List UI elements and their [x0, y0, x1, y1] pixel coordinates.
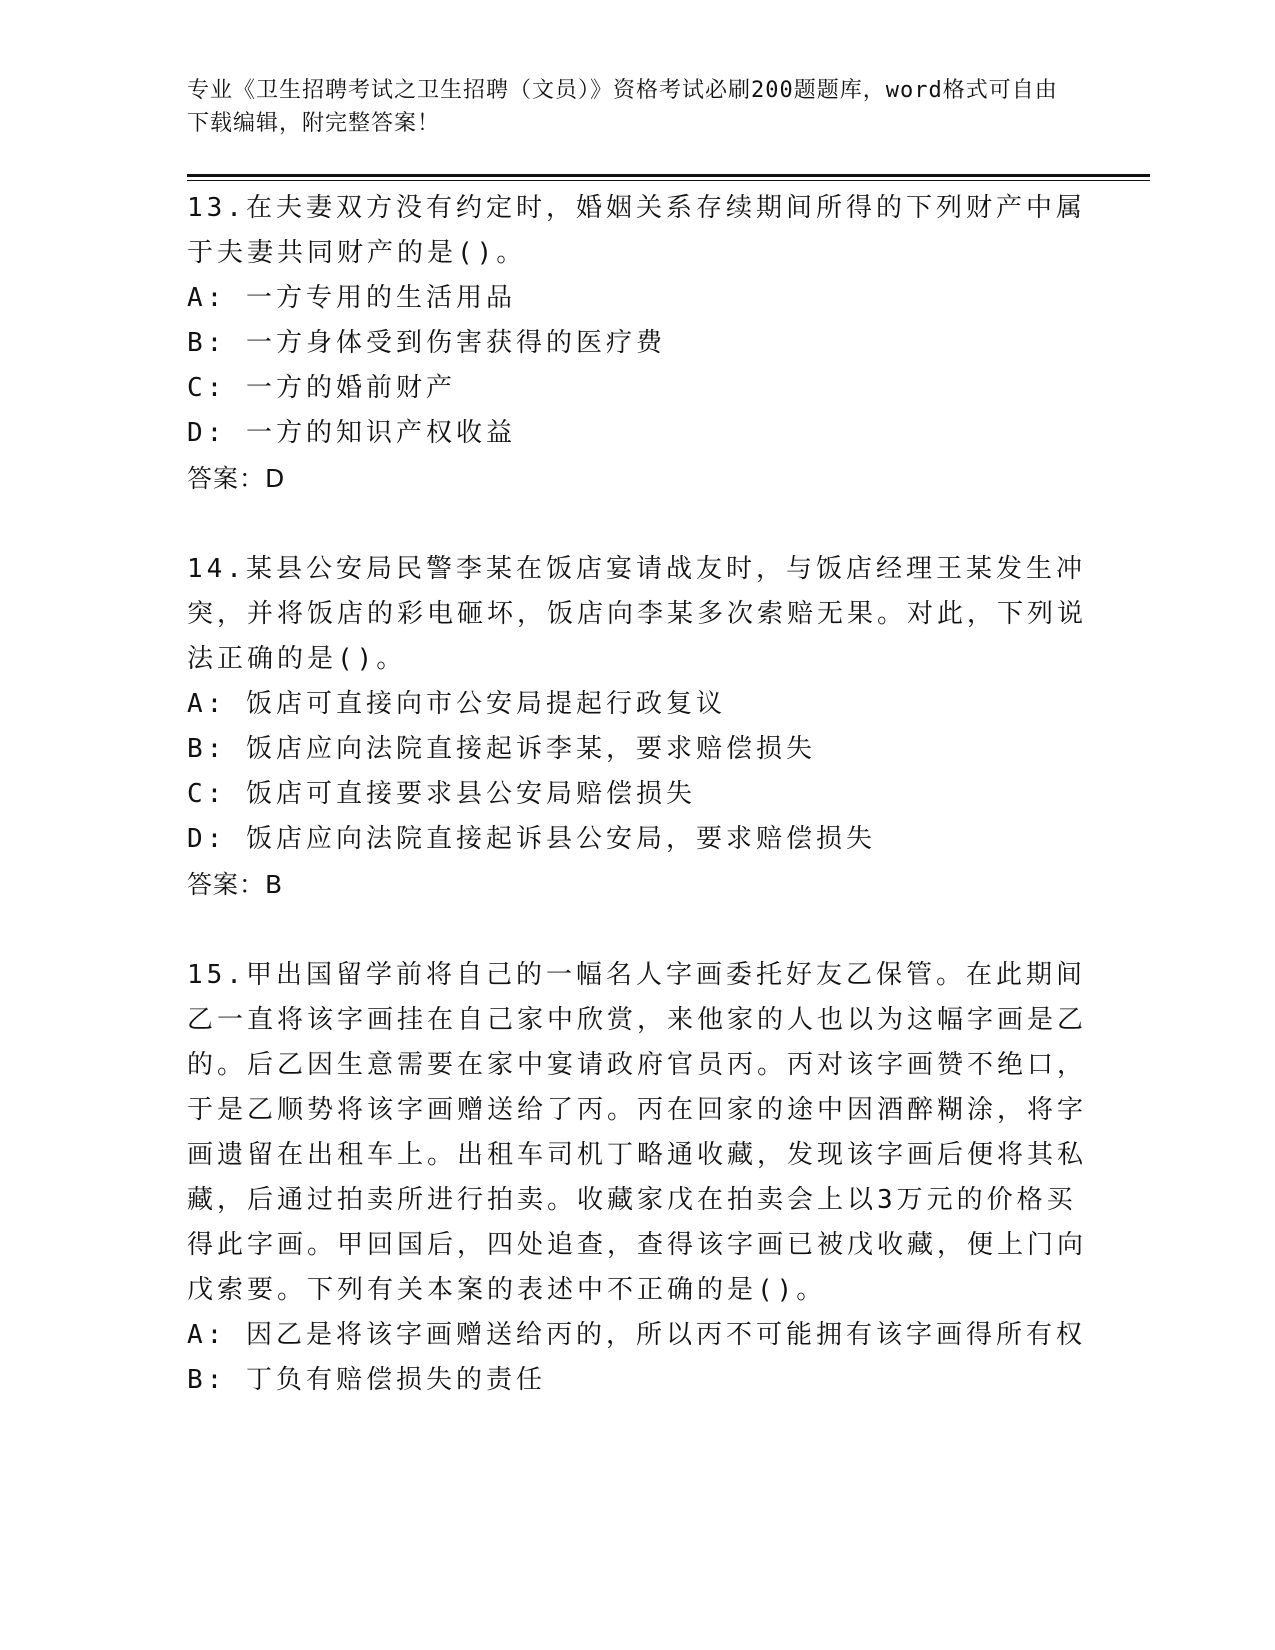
option-c: C: 饭店可直接要求县公安局赔偿损失	[187, 779, 696, 809]
option-a: A: 因乙是将该字画赠送给丙的，所以丙不可能拥有该字画得所有权	[187, 1320, 1086, 1350]
question-text: 13.在夫妻双方没有约定时，婚姻关系存续期间所得的下列财产中属于夫妻共同财产的是()。	[187, 193, 1086, 268]
option-d: D: 饭店应向法院直接起诉县公安局，要求赔偿损失	[187, 824, 876, 854]
question-13	[187, 186, 1087, 501]
question-text: 14.某县公安局民警李某在饭店宴请战友时，与饭店经理王某发生冲突，并将饭店的彩电砸坏，饭店向李某多次索赔无果。对此，下列说法正确的是()。	[187, 554, 1088, 674]
option-b: B: 丁负有赔偿损失的责任	[187, 1365, 546, 1395]
option-b: B: 一方身体受到伤害获得的医疗费	[187, 328, 666, 358]
option-a: A: 一方专用的生活用品	[187, 283, 516, 313]
option-d: D: 一方的知识产权收益	[187, 418, 516, 448]
option-a: A: 饭店可直接向市公安局提起行政复议	[187, 689, 726, 719]
header-divider	[187, 174, 1150, 181]
question-14	[187, 547, 1087, 907]
question-15	[187, 953, 1087, 1403]
document-header	[187, 74, 1067, 140]
option-b: B: 饭店应向法院直接起诉李某，要求赔偿损失	[187, 734, 816, 764]
question-text: 15.甲出国留学前将自己的一幅名人字画委托好友乙保管。在此期间乙一直将该字画挂在自己家中欣赏，来他家的人也以为这幅字画是乙的。后乙因生意需要在家中宴请政府官员丙。丙对该字画赞不绝口，于是乙顺势将该字画赠送给了丙。丙在回家的途中因酒醉糊涂，将字画遗留在出租车上。出租车司机丁略通收藏，发现该字画后便将其私藏，后通过拍卖所进行拍卖。收藏家戊在拍卖会上以3万元的价格买得此字画。甲回国后，四处追查，查得该字画已被戊收藏，便上门向戊索要。下列有关本案的表述中不正确的是()。	[187, 960, 1088, 1305]
answer: 答案：B	[187, 870, 284, 899]
question-list	[187, 186, 1087, 1449]
option-c: C: 一方的婚前财产	[187, 373, 456, 403]
header-title: 专业《卫生招聘考试之卫生招聘（文员）》资格考试必刷200题题库，word格式可自由下载编辑，附完整答案！	[187, 78, 1058, 136]
answer: 答案：D	[187, 464, 286, 493]
